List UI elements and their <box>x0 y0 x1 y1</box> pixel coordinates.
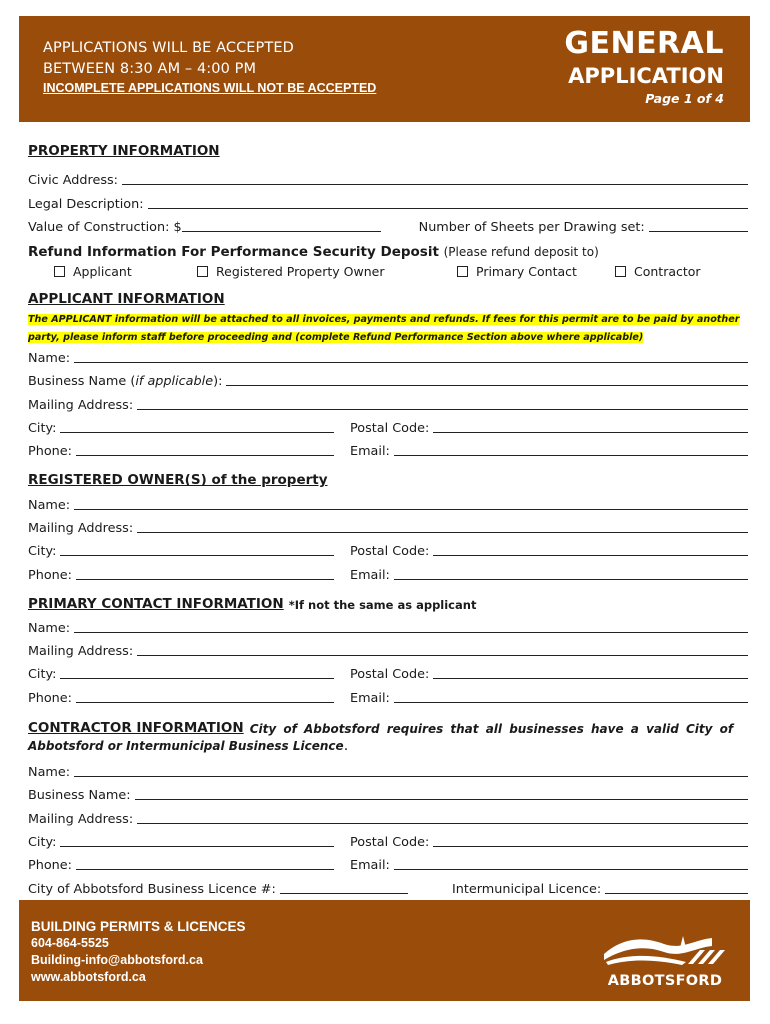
applicant-note-line1: The APPLICANT information will be attached to all invoices, payments and refunds. If fees for this permit are to be paid by another <box>28 313 740 325</box>
applicant-note-line2: party, please inform staff before proceeding and (complete Refund Performance Section above where applicable) <box>28 331 644 343</box>
intermunicipal-licence-label: Intermunicipal Licence: <box>452 881 602 897</box>
contractor-name-row <box>28 757 748 780</box>
contractor-name-label: Name: <box>28 765 71 781</box>
owner-name-field[interactable] <box>74 509 748 510</box>
header-line2: BETWEEN 8:30 AM – 4:00 PM <box>43 61 257 77</box>
footer-banner <box>19 900 750 1001</box>
applicant-email-label: Email: <box>350 444 390 460</box>
form-body <box>28 143 748 897</box>
checkbox[interactable] <box>197 266 208 277</box>
form-title <box>564 26 724 106</box>
owner-mailing-label: Mailing Address: <box>28 520 134 536</box>
applicant-phone-label: Phone: <box>28 444 72 460</box>
primary-mailing-row <box>28 636 748 659</box>
header-line3: INCOMPLETE APPLICATIONS WILL NOT BE ACCEPTED <box>43 81 377 95</box>
applicant-name-field[interactable] <box>74 362 748 363</box>
owner-postal-field[interactable] <box>433 555 748 556</box>
checkbox[interactable] <box>457 266 468 277</box>
civic-address-row <box>28 165 748 188</box>
checkbox[interactable] <box>615 266 626 277</box>
primary-heading-row <box>28 583 748 613</box>
applicant-city-label: City: <box>28 421 57 437</box>
value-construction-field[interactable] <box>182 231 381 232</box>
contractor-phone-label: Phone: <box>28 858 72 874</box>
contractor-heading: CONTRACTOR INFORMATION <box>28 719 244 736</box>
applicant-business-label: Business Name (if applicable): <box>28 374 223 390</box>
abbotsford-logo <box>602 932 728 989</box>
contractor-name-field[interactable] <box>74 776 748 777</box>
owner-email-label: Email: <box>350 567 390 583</box>
contractor-note-line2: Abbotsford or Intermunicipal Business Licence <box>28 738 344 753</box>
footer-dept: BUILDING PERMITS & LICENCES <box>31 919 246 934</box>
contractor-note-line1: City of Abbotsford requires that all businesses have a valid City of <box>249 721 734 736</box>
applicant-postal-label: Postal Code: <box>350 421 430 437</box>
refund-contractor-option[interactable]: Contractor <box>615 264 701 279</box>
owner-name-label: Name: <box>28 497 71 513</box>
owner-mailing-field[interactable] <box>137 532 748 533</box>
business-licence-field[interactable] <box>280 893 408 894</box>
header-notice <box>43 38 376 95</box>
primary-name-label: Name: <box>28 620 71 636</box>
primary-postal-label: Postal Code: <box>350 667 430 683</box>
primary-name-row <box>28 613 748 636</box>
primary-note: *If not the same as applicant <box>288 597 477 612</box>
footer-phone: 604-864-5525 <box>31 936 109 950</box>
primary-mailing-field[interactable] <box>137 655 748 656</box>
applicant-note <box>28 309 748 343</box>
primary-mailing-label: Mailing Address: <box>28 644 134 660</box>
primary-postal-field[interactable] <box>433 678 748 679</box>
owner-mailing-row <box>28 513 748 536</box>
contractor-business-field[interactable] <box>135 799 748 800</box>
applicant-name-row <box>28 343 748 366</box>
header-banner <box>19 16 750 122</box>
owner-postal-label: Postal Code: <box>350 544 430 560</box>
owner-city-field[interactable] <box>60 555 334 556</box>
property-heading: PROPERTY INFORMATION <box>28 143 220 159</box>
contractor-email-field[interactable] <box>394 869 748 870</box>
footer-website[interactable]: www.abbotsford.ca <box>31 970 146 984</box>
civic-address-label: Civic Address: <box>28 173 118 189</box>
header-line1: APPLICATIONS WILL BE ACCEPTED <box>43 40 294 56</box>
applicant-business-row <box>28 366 748 389</box>
primary-email-label: Email: <box>350 690 390 706</box>
applicant-mailing-row <box>28 389 748 412</box>
footer-email[interactable]: Building-info@abbotsford.ca <box>31 953 203 967</box>
contractor-phone-row <box>28 850 748 873</box>
refund-note: (Please refund deposit to) <box>443 244 599 259</box>
applicant-postal-field[interactable] <box>433 432 748 433</box>
legal-description-row <box>28 188 748 211</box>
business-licence-label: City of Abbotsford Business Licence #: <box>28 881 276 897</box>
contractor-postal-label: Postal Code: <box>350 834 430 850</box>
logo-wordmark: ABBOTSFORD <box>607 973 723 989</box>
primary-city-row <box>28 659 748 682</box>
primary-phone-field[interactable] <box>76 702 334 703</box>
title-general: GENERAL <box>564 26 724 61</box>
primary-name-field[interactable] <box>74 632 748 633</box>
primary-city-field[interactable] <box>60 678 334 679</box>
value-construction-label: Value of Construction: $ <box>28 219 182 235</box>
primary-heading: PRIMARY CONTACT INFORMATION <box>28 595 284 612</box>
intermunicipal-licence-field[interactable] <box>605 893 748 894</box>
primary-phone-row <box>28 682 748 705</box>
applicant-mailing-field[interactable] <box>137 409 748 410</box>
sheets-field[interactable] <box>649 231 748 232</box>
applicant-email-field[interactable] <box>394 455 748 456</box>
applicant-heading: APPLICANT INFORMATION <box>28 290 225 307</box>
refund-title: Refund Information For Performance Security Deposit (Please refund deposit to) <box>28 243 599 260</box>
contractor-postal-field[interactable] <box>433 846 748 847</box>
contractor-mailing-field[interactable] <box>137 823 748 824</box>
contractor-phone-field[interactable] <box>76 869 334 870</box>
page-number: Page 1 of 4 <box>645 91 724 106</box>
legal-description-field[interactable] <box>148 208 748 209</box>
contractor-email-label: Email: <box>350 858 390 874</box>
owner-phone-label: Phone: <box>28 567 72 583</box>
refund-applicant-option[interactable]: Applicant <box>54 264 197 279</box>
primary-city-label: City: <box>28 667 57 683</box>
applicant-phone-row <box>28 436 748 459</box>
owner-name-row <box>28 489 748 512</box>
sheets-label: Number of Sheets per Drawing set: <box>418 219 645 235</box>
contractor-heading-row <box>28 706 748 737</box>
refund-options <box>28 260 748 283</box>
legal-description-label: Legal Description: <box>28 196 144 212</box>
primary-phone-label: Phone: <box>28 690 72 706</box>
refund-title-row <box>28 235 748 260</box>
owner-phone-field[interactable] <box>76 579 334 580</box>
owner-email-field[interactable] <box>394 579 748 580</box>
contractor-business-row <box>28 780 748 803</box>
mountain-fields-icon <box>602 932 728 966</box>
owner-city-row <box>28 536 748 559</box>
civic-address-field[interactable] <box>122 184 748 185</box>
contractor-licence-row <box>28 873 748 896</box>
contractor-note-line2-row: Abbotsford or Intermunicipal Business Licence. <box>28 736 349 754</box>
owner-city-label: City: <box>28 544 57 560</box>
contractor-city-label: City: <box>28 834 57 850</box>
applicant-business-field[interactable] <box>226 385 748 386</box>
owner-heading: REGISTERED OWNER(S) of the property <box>28 472 328 489</box>
applicant-phone-field[interactable] <box>76 455 334 456</box>
applicant-city-row <box>28 413 748 436</box>
contractor-mailing-row <box>28 803 748 826</box>
checkbox[interactable] <box>54 266 65 277</box>
applicant-mailing-label: Mailing Address: <box>28 397 134 413</box>
value-sheets-row <box>28 212 748 235</box>
owner-phone-row <box>28 559 748 582</box>
contractor-mailing-label: Mailing Address: <box>28 811 134 827</box>
contractor-business-label: Business Name: <box>28 788 131 804</box>
refund-owner-option[interactable]: Registered Property Owner <box>197 264 457 279</box>
footer-contact <box>31 918 246 986</box>
title-application: APPLICATION <box>568 64 724 88</box>
contractor-city-field[interactable] <box>60 846 334 847</box>
primary-email-field[interactable] <box>394 702 748 703</box>
contractor-city-row <box>28 827 748 850</box>
refund-primary-option[interactable]: Primary Contact <box>457 264 615 279</box>
applicant-city-field[interactable] <box>60 432 334 433</box>
applicant-name-label: Name: <box>28 351 71 367</box>
